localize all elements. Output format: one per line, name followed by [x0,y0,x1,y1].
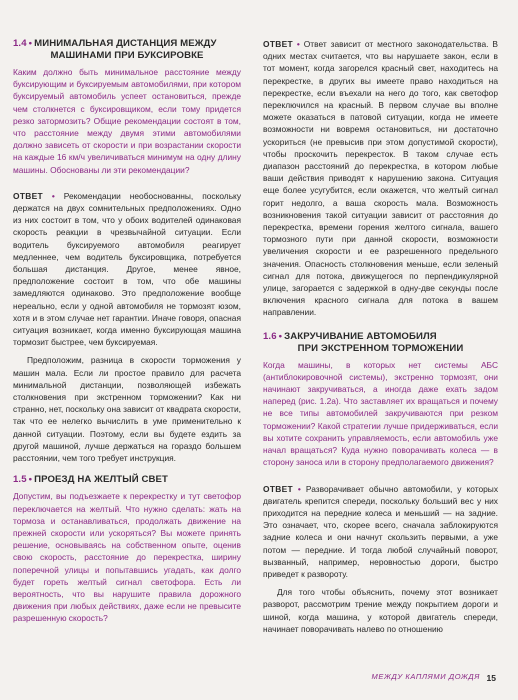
bullet-icon: • [278,330,283,342]
answer-1-6-continued: Для того чтобы объяснить, почему этот возникает разворот, рассмотрим трение между покрытием дороги и шиной, когда машина, у которой двигатель спереди, начинает поворачивать налево по отношению [263,587,498,634]
section-number: 1.4 [13,38,27,49]
answer-label: ОТВЕТ [263,483,293,494]
section-title-line1: МИНИМАЛЬНАЯ ДИСТАНЦИЯ МЕЖДУ [34,38,217,49]
right-column [263,38,498,641]
answer-1-4-continued: Предположим, разница в скорости торможения у машин мала. Если ли простое правило для расчета минимальной дистанции, позволяющей избежать столкновения при экстренном торможении? Как ни странно, нет, поскольку она зависит от квадрата скорости, так что ее нелегко вычислить в уме применительно к данной ситуации. Поэтому, если вы будете ездить за другой машиной, лучше держаться на гораздо большем расстоянии, чем того требует инструкция. [13,355,241,464]
section-heading-1-4 [13,38,241,62]
question-1-6: Когда машины, в которых нет системы АБС (антиблокировочной системы), экстренно тормозят, они начинают закручиваться, а иногда даже ехать задом наперед (рис. 1.2а). Что заставляет их вращаться и почему не все типы автомобилей закручиваются при резком торможении? Какой стратегии лучше придерживаться, если вы хотите сохранить управляемость, если автомобиль уже начал вращаться? Куда нужно поворачивать колеса — в сторону заноса или в сторону предполагаемого движения? [263,359,498,468]
bullet-icon: • [28,38,33,49]
page-number: 15 [486,673,496,683]
section-number: 1.6 [263,330,277,342]
question-1-5: Допустим, вы подъезжаете к перекрестку и тут светофор переключается на желтый. Что нужно сделать: жать на тормоза и останавливаться, продолжать движение на прежней скорости или ускоряться? Вы можете принять решение, основываясь на собственном опыте, оценив свою скорость, расстояние до перекрестка, ширину поперечной улицы и попытавшись угадать, как долго будет гореть желтый сигнал светофора. Есть ли вероятность, что вы нарушите правила дорожного движения при любых действиях, даже если не превысите разрешенную скорость? [13,491,241,624]
answer-1-5 [263,38,498,319]
section-heading-1-5 [13,474,241,486]
bullet-icon: • [297,483,306,494]
section-title-line2: ПРИ ЭКСТРЕННОМ ТОРМОЖЕНИИ [297,342,464,354]
running-title: МЕЖДУ КАПЛЯМИ ДОЖДЯ [371,672,480,681]
section-heading-1-6 [263,331,498,355]
section-title: ПРОЕЗД НА ЖЕЛТЫЙ СВЕТ [34,474,169,486]
bullet-icon: • [28,474,33,486]
answer-label: ОТВЕТ [263,39,293,49]
left-column [13,38,241,631]
answer-text: Разворачивает обычно автомобили, у которых двигатель крепится спереди, поскольку больший вес у них приходится на передние колеса и меньший — на задние. Это означает, что, скорее всего, сначала заблокируются задние колеса и они начнут скользить первыми, а уже потом — передние. И тогда любой случайный поворот, вызванный, например, неровностью дороги, быстро приведет к развороту. [263,483,499,579]
section-number: 1.5 [13,474,27,486]
bullet-icon: • [51,190,64,201]
answer-1-6 [263,483,498,581]
answer-label: ОТВЕТ [13,190,43,201]
answer-text: Рекомендации необоснованны, поскольку держатся на двух сомнительных предположениях. Одно из них состоит в том, что у обоих водителей одинаковая скорость реакции в чрезвычайной ситуации. Если водитель буксируемого автомобиля реагирует медленнее, чем водитель буксировщика, потребуется большая дистанция. Другое, менее явное, предположение состоит в том, что обе машины замедляются одинаково. Это предположение вообще нереально, если у одной автомобиля не тормозят юзом, хотя и в этом случае нет гарантии. Иначе говоря, опасная ситуация возникает, когда именно буксирующая машина тормозит быстрее, чем буксируемая. [13,190,242,348]
section-title-line1: ЗАКРУЧИВАНИЕ АВТОМОБИЛЯ [284,330,437,342]
answer-1-4 [13,190,241,349]
question-1-4: Каким должно быть минимальное расстояние между буксирующим и буксируемым автомобилями, при котором буксируемый автомобиль успеет остановиться, прежде чем столкнется с буксировщиком, если тому придется резко затормозить? Общие рекомендации состоят в том, что расстояние между двумя этими автомобилями должно зависеть от скорости и при возрастании скорости на каждые 16 км/ч увеличиваться минимум на одну длину машины. Обоснованы ли эти рекомендации? [13,67,241,175]
answer-text: Ответ зависит от местного законодательства. В одних местах считается, что вы нарушаете закон, если в тот момент, когда загорелся красный свет, находитесь на перекрестке, в других вы имеете право находиться на перекрестке, если въехали на него до того, как светофор переключился на красный. В первом случае вы вполне можете оказаться в патовой ситуации, когда не имеете возможности ни вовремя остановиться, ни достаточно ускориться (не превысив при этом допустимой скорости), чтобы проскочить перекресток. В таком случае есть диапазон расстояний до перекрестка, в котором любые ваши действия приводят к нарушению закона. Ситуация еще более усугубится, если окажется, что желтый сигнал горит недолго, а ваша скорость мала. Возможность возникновения такой ситуации зависит от расстояния до перекрестка, времени горения желтого сигнала, вашего тормозного пути при данной скорости, возможности увеличения скорости и ее разрешенного предельного значения. Опасность столкновения меньше, если зеленый сигнал для потока, движущегося по перпендикулярной улице, загорается с задержкой в одну-две секунды после включения красного сигнала для потока в вашем направлении. [263,39,498,318]
bullet-icon: • [296,39,304,49]
section-title-line2: МАШИНАМИ ПРИ БУКСИРОВКЕ [50,50,204,61]
